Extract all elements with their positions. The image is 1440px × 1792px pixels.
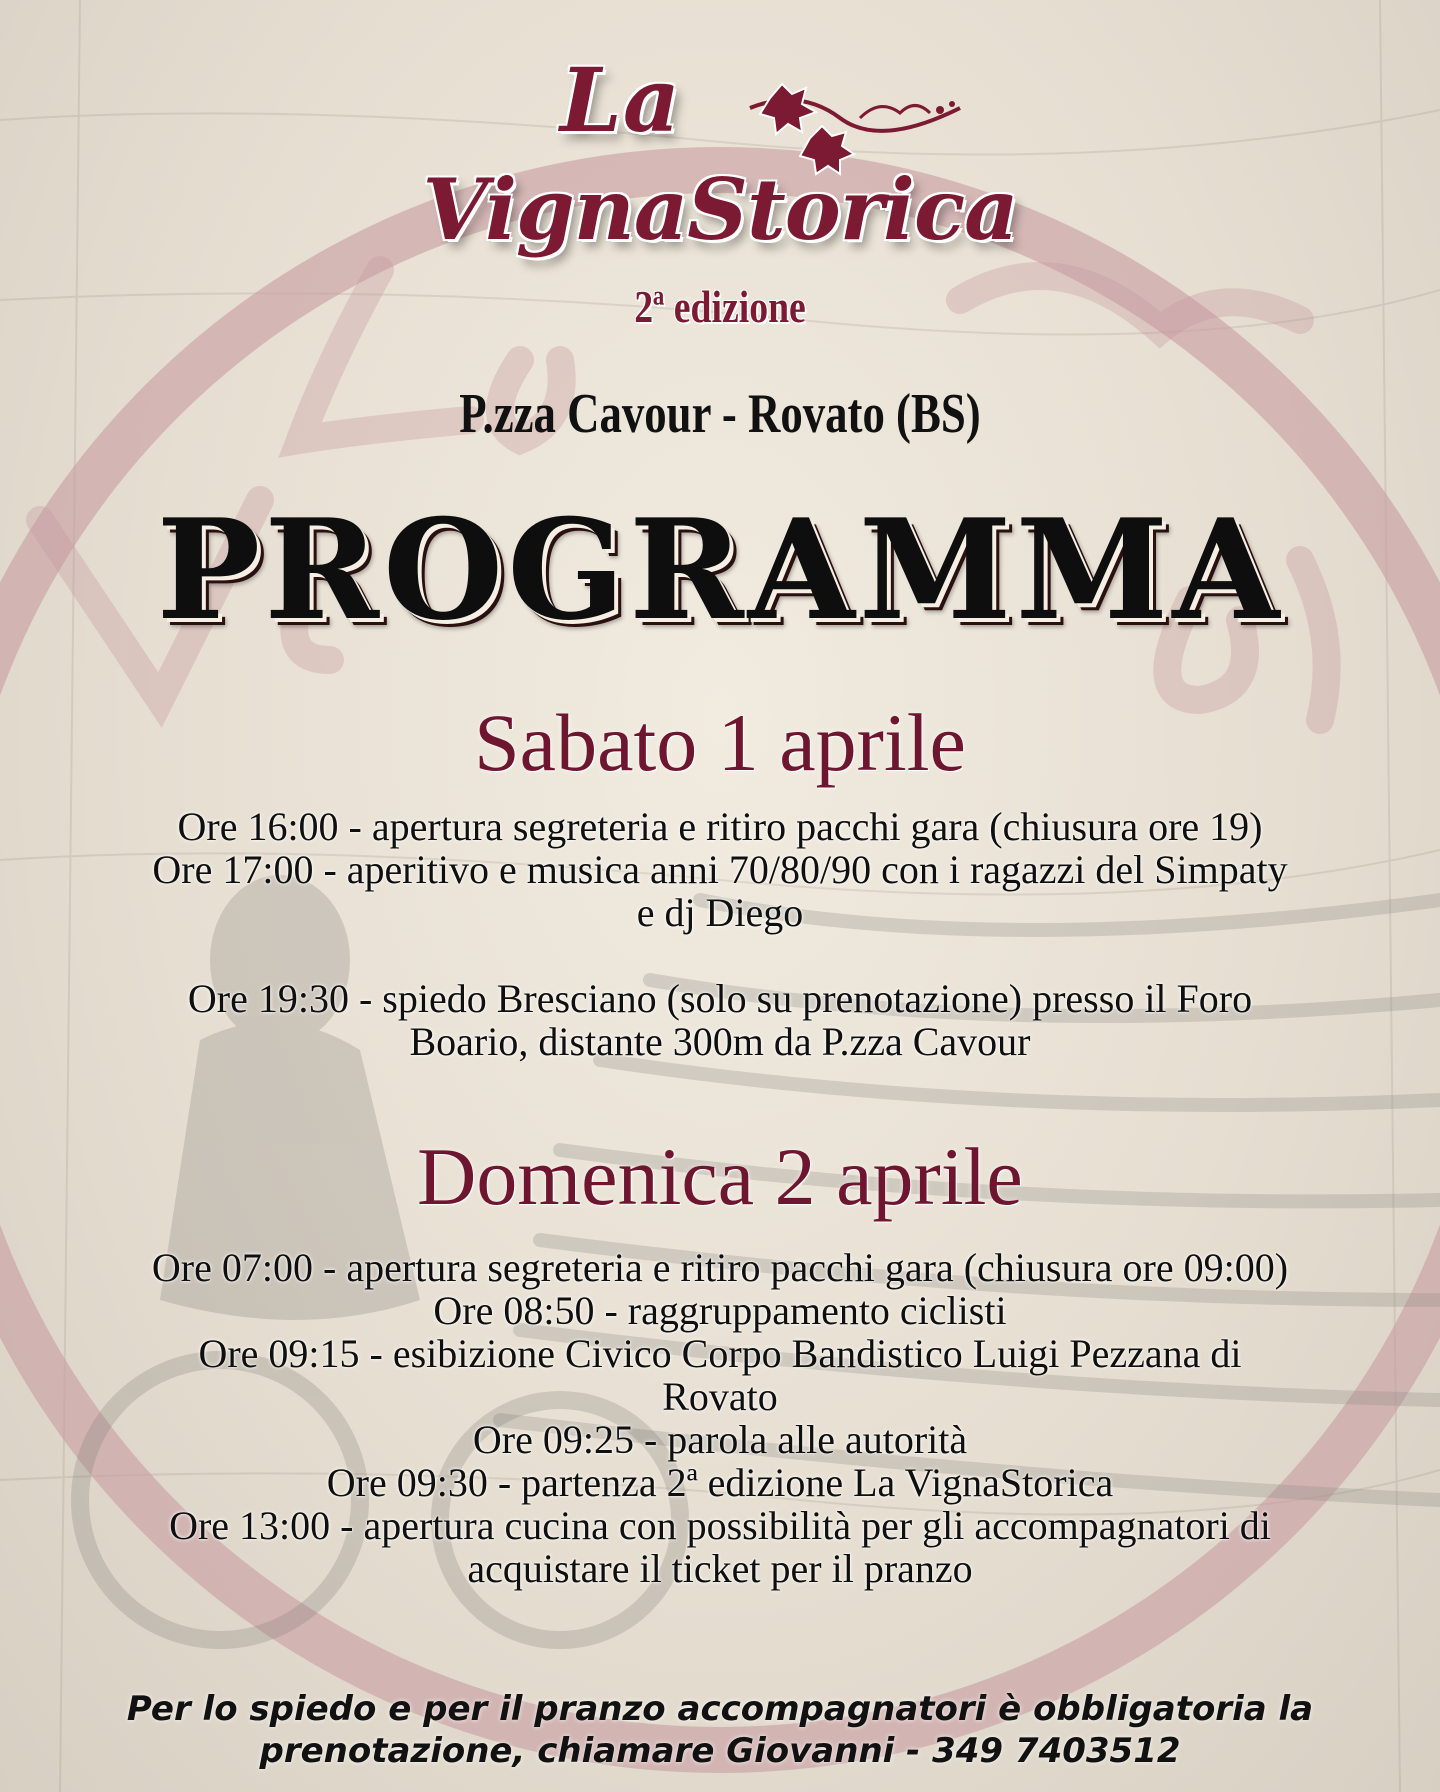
schedule-spacer (60, 934, 1380, 977)
schedule-line: Ore 17:00 - aperitivo e musica anni 70/80/90 con i ragazzi del Simpaty (152, 847, 1288, 892)
schedule-line: Rovato (662, 1374, 778, 1419)
schedule-line: Ore 08:50 - raggruppamento ciclisti (433, 1288, 1007, 1333)
booking-note-line: Per lo spiedo e per il pranzo accompagnatori è obbligatoria la (126, 1689, 1314, 1729)
schedule-line: acquistare il ticket per il pranzo (467, 1546, 973, 1591)
schedule-line: Ore 16:00 - apertura segreteria e ritiro pacchi gara (chiusura ore 19) (177, 804, 1263, 849)
schedule-line: Ore 19:30 - spiedo Bresciano (solo su prenotazione) presso il Foro (187, 976, 1253, 1021)
schedule-line: Ore 09:30 - partenza 2ª edizione La VignaStorica (326, 1460, 1114, 1505)
schedule-line: Ore 09:25 - parola alle autorità (472, 1417, 968, 1462)
booking-note-line: prenotazione, chiamare Giovanni - 349 7403512 (259, 1731, 1181, 1771)
logo-edition-text: 2ª edizione (634, 281, 806, 332)
schedule-line: Ore 09:15 - esibizione Civico Corpo Bandistico Luigi Pezzana di (198, 1331, 1242, 1376)
programma-heading: PROGRAMMA (156, 488, 1284, 651)
day-title-saturday: Sabato 1 aprile (474, 697, 966, 788)
schedule-sunday (60, 1246, 1380, 1590)
event-logo (0, 48, 1440, 348)
logo-la-text: La (560, 48, 681, 152)
logo-name-text: VignaStorica (422, 160, 1018, 259)
event-location: P.zza Cavour - Rovato (BS) (459, 383, 981, 445)
schedule-line: Ore 13:00 - apertura cucina con possibilità per gli accompagnatori di (169, 1503, 1271, 1548)
schedule-saturday (60, 805, 1380, 1063)
booking-note (0, 1688, 1440, 1772)
schedule-line: Ore 07:00 - apertura segreteria e ritiro pacchi gara (chiusura ore 09:00) (151, 1245, 1289, 1290)
schedule-line: Boario, distante 300m da P.zza Cavour (409, 1019, 1031, 1064)
schedule-line: e dj Diego (636, 890, 804, 935)
day-title-sunday: Domenica 2 aprile (417, 1131, 1023, 1222)
